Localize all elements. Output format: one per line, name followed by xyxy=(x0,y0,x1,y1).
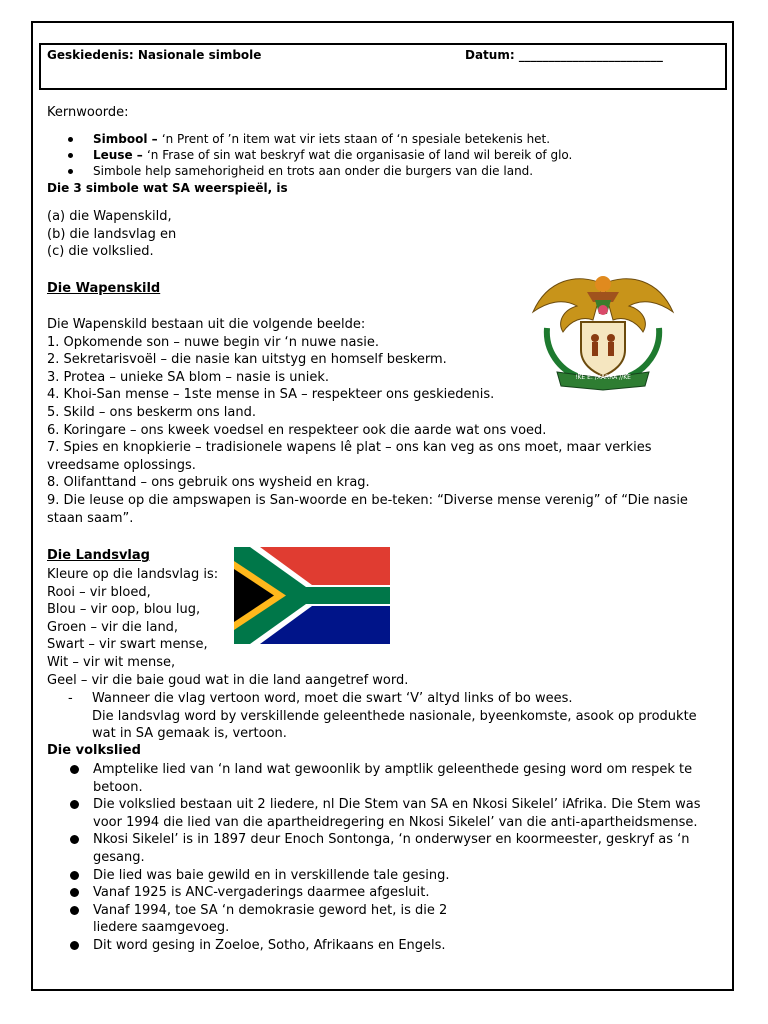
keywords-list xyxy=(66,131,572,179)
list-item: Die lied was baie gewild en in verskillende tale gesing. xyxy=(69,867,733,885)
list-item: Vanaf 1925 is ANC-vergaderings daarmee afgesluit. xyxy=(69,884,733,902)
list-item: Die volkslied bestaan uit 2 liedere, nl Die Stem van SA en Nkosi Sikelel’ iAfrika. Die Stem was voor 1994 die lied van die apartheidregering en Nkosi Sikelel’ van die anti-apartheidsmense. xyxy=(69,796,733,831)
list-item: Nkosi Sikelel’ is in 1897 deur Enoch Sontonga, ‘n onderwyser en koormeester, geskryf as ‘n gesang. xyxy=(69,831,733,866)
symbols-summary: Die 3 simbole wat SA weerspieël, is xyxy=(47,181,288,195)
worksheet-title: Geskiedenis: Nasionale simbole xyxy=(47,48,262,62)
list-item: Swart – vir swart mense, xyxy=(47,637,208,653)
landsvlag-list xyxy=(47,566,408,689)
list-item: Wit – vir wit mense, xyxy=(47,654,176,670)
wapenskild-heading: Die Wapenskild xyxy=(47,281,161,296)
flag-note xyxy=(68,690,712,743)
list-item: Geel – vir die baie goud wat in die land aangetref word. xyxy=(47,672,409,688)
list-item: Rooi – vir bloed, xyxy=(47,584,151,600)
landsvlag-heading: Die Landsvlag xyxy=(47,548,150,563)
list-item: Amptelike lied van ‘n land wat gewoonlik by amptlik geleenthede gesing word om respek te betoon. xyxy=(69,761,733,796)
header-box xyxy=(39,43,727,90)
list-item: 4. Khoi-San mense – 1ste mense in SA – respekteer ons geskiedenis. xyxy=(47,387,495,403)
list-item: 5. Skild – ons beskerm ons land. xyxy=(47,404,256,420)
flag-note-line-2: Die landsvlag word by verskillende geleenthede nasionale, byeenkomste, asook op produkte wat in SA gemaak is, vertoon. xyxy=(92,708,697,742)
landsvlag-intro: Kleure op die landsvlag is: xyxy=(47,567,219,582)
list-item: Simbool – ‘n Prent of ’n item wat vir iets staan of ‘n spesiale betekenis het. xyxy=(66,131,572,147)
list-item: Dit word gesing in Zoeloe, Sotho, Afrikaans en Engels. xyxy=(69,937,733,955)
list-item: 7. Spies en knopkierie – tradisionele wapens lê plat – ons kan veg as ons moet, maar verkies vreedsame oplossings. xyxy=(47,440,652,473)
list-item: Groen – vir die land, xyxy=(47,619,179,635)
list-item: 8. Olifanttand – ons gebruik ons wysheid en krag. xyxy=(47,475,370,491)
wapenskild-list xyxy=(47,316,707,527)
list-item: 6. Koringare – ons kweek voedsel en respekteer ook die aarde wat ons voed. xyxy=(47,422,547,438)
list-item: 3. Protea – unieke SA blom – nasie is uniek. xyxy=(47,369,330,385)
list-item: (a) die Wapenskild, xyxy=(47,209,172,224)
volkslied-list xyxy=(69,761,733,955)
keywords-heading: Kernwoorde: xyxy=(47,105,129,120)
dash-marker: - xyxy=(68,691,73,706)
list-item: 9. Die leuse op die ampswapen is San-woorde en be-teken: “Diverse mense verenig” of “Die nasie staan saam”. xyxy=(47,492,688,526)
list-item: (b) die landsvlag en xyxy=(47,226,177,242)
list-item: Vanaf 1994, toe SA ‘n demokrasie geword het, is die 2 liedere saamgevoeg. xyxy=(69,902,493,937)
list-item: Leuse – ‘n Frase of sin wat beskryf wat die organisasie of land wil bereik of glo. xyxy=(66,147,572,163)
coat-of-arms-motto: !KE E: /XARRA //KE xyxy=(575,374,631,381)
volkslied-heading: Die volkslied xyxy=(47,743,141,758)
symbols-list xyxy=(47,208,176,261)
list-item: Blou – vir oop, blou lug, xyxy=(47,602,201,618)
wapenskild-intro: Die Wapenskild bestaan uit die volgende beelde: xyxy=(47,317,366,332)
list-item: Simbole help samehorigheid en trots aan onder die burgers van die land. xyxy=(66,163,572,179)
list-item: (c) die volkslied. xyxy=(47,244,154,260)
list-item: 2. Sekretarisvoël – die nasie kan uitstyg en homself beskerm. xyxy=(47,352,447,368)
flag-note-line-1: Wanneer die vlag vertoon word, moet die swart ‘V’ altyd links of bo wees. xyxy=(92,691,573,706)
date-field: Datum: ________________________ xyxy=(465,48,663,62)
list-item: 1. Opkomende son – nuwe begin vir ‘n nuwe nasie. xyxy=(47,334,380,350)
